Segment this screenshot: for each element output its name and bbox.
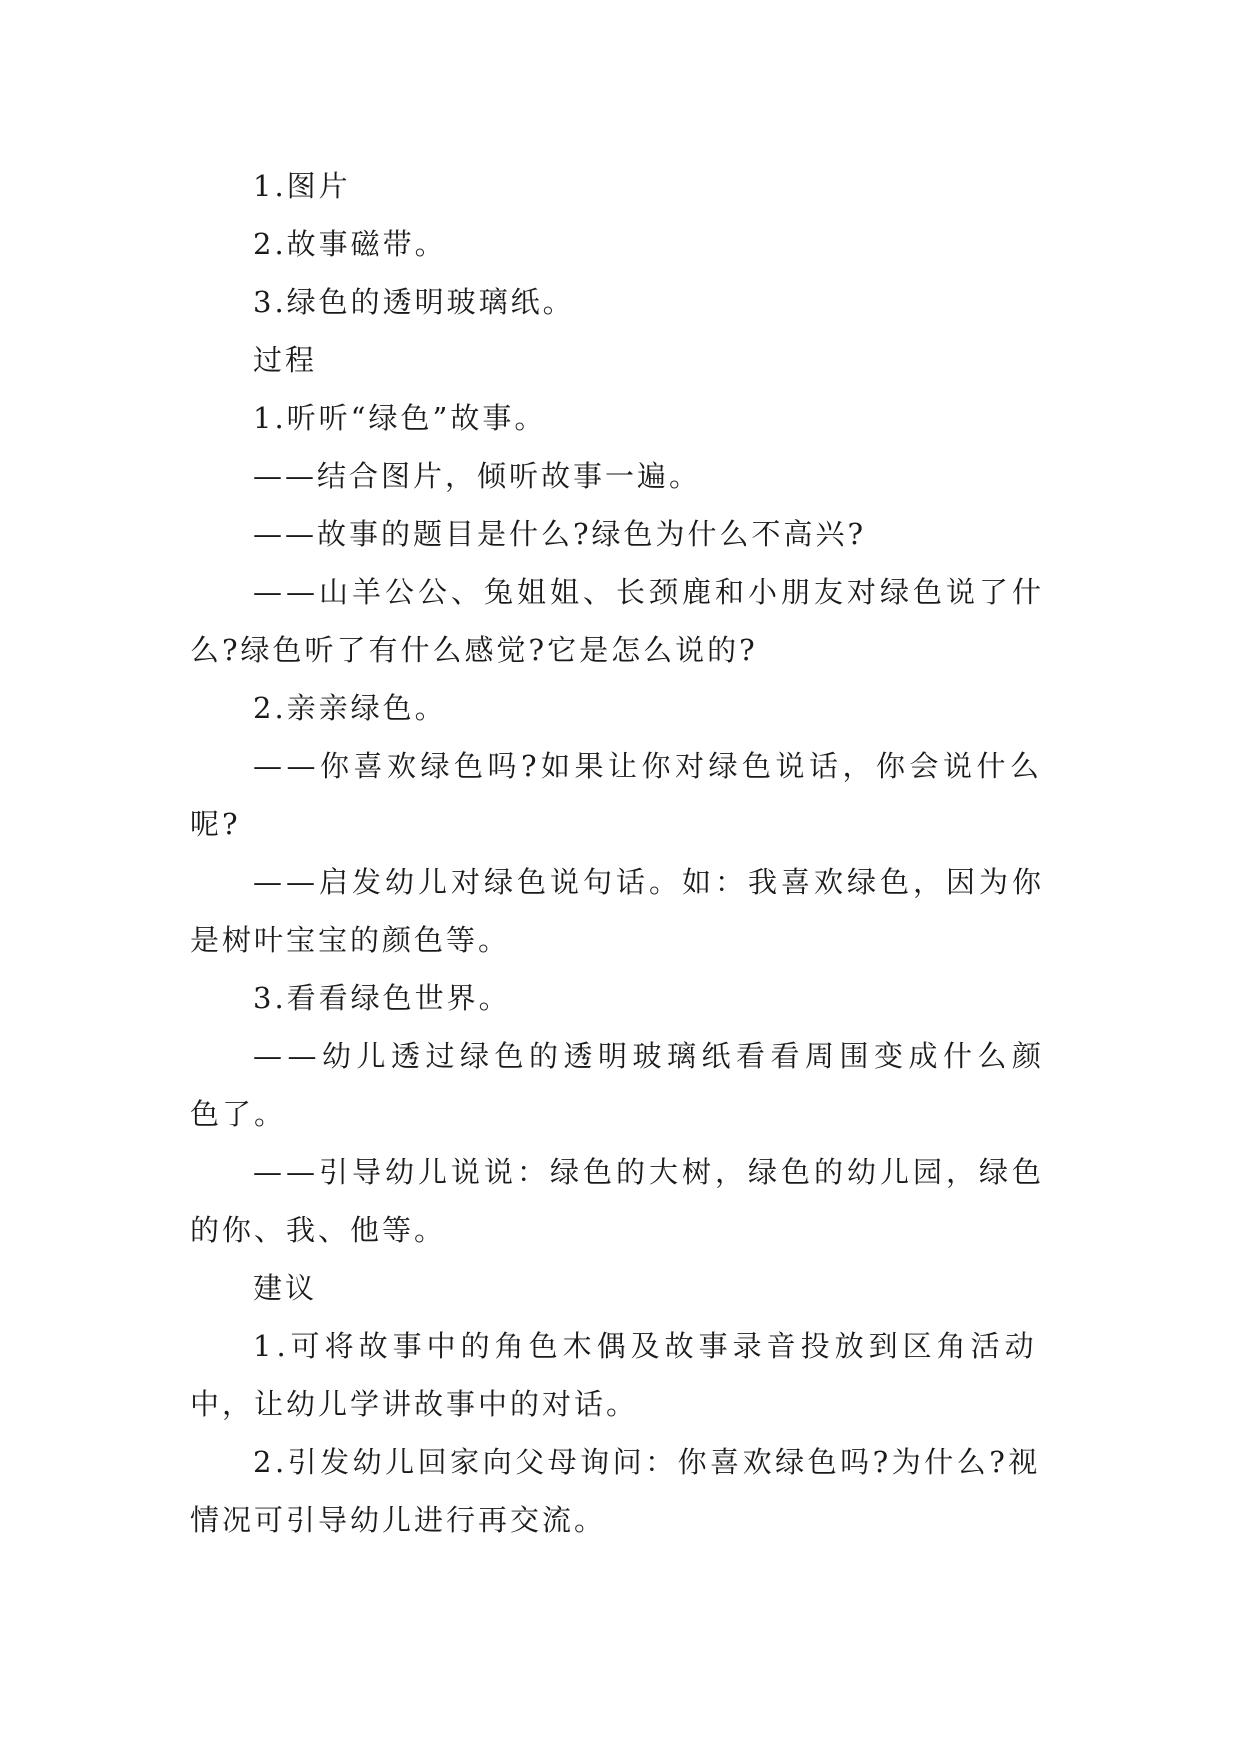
process-step-1-point-3: ——山羊公公、兔姐姐、长颈鹿和小朋友对绿色说了什 (253, 575, 1046, 609)
process-step-3-point-1-cont: 色了。 (190, 1097, 287, 1131)
process-step-2-point-2-cont: 是树叶宝宝的颜色等。 (190, 923, 511, 957)
section-heading-suggestions: 建议 (253, 1271, 318, 1305)
suggestion-2: 2.引发幼儿回家向父母询问：你喜欢绿色吗?为什么?视 (253, 1445, 1041, 1479)
process-step-3-point-2-cont: 的你、我、他等。 (190, 1213, 447, 1247)
process-step-2-point-1-cont: 呢? (190, 807, 241, 841)
process-step-1-heading: 1.听听“绿色”故事。 (253, 401, 547, 435)
process-step-3-point-1: ——幼儿透过绿色的透明玻璃纸看看周围变成什么颜 (253, 1039, 1047, 1073)
process-step-2-heading: 2.亲亲绿色。 (253, 691, 447, 725)
materials-item-3: 3.绿色的透明玻璃纸。 (253, 285, 575, 319)
suggestion-2-cont: 情况可引导幼儿进行再交流。 (190, 1503, 607, 1537)
process-step-1-point-2: ——故事的题目是什么?绿色为什么不高兴? (253, 517, 867, 551)
section-heading-process: 过程 (253, 343, 318, 377)
suggestion-1: 1.可将故事中的角色木偶及故事录音投放到区角活动 (253, 1329, 1039, 1363)
process-step-2-point-1: ——你喜欢绿色吗?如果让你对绿色说话，你会说什么 (253, 749, 1044, 783)
process-step-2-point-2: ——启发幼儿对绿色说句话。如：我喜欢绿色，因为你 (253, 865, 1046, 899)
process-step-1-point-3-cont: 么?绿色听了有什么感觉?它是怎么说的? (190, 633, 758, 667)
materials-item-2: 2.故事磁带。 (253, 227, 447, 261)
process-step-3-heading: 3.看看绿色世界。 (253, 981, 511, 1015)
process-step-1-point-1: ——结合图片，倾听故事一遍。 (253, 459, 702, 493)
suggestion-1-cont: 中，让幼儿学讲故事中的对话。 (190, 1387, 639, 1421)
materials-item-1: 1.图片 (253, 169, 351, 203)
process-step-3-point-2: ——引导幼儿说说：绿色的大树，绿色的幼儿园，绿色 (253, 1155, 1046, 1189)
